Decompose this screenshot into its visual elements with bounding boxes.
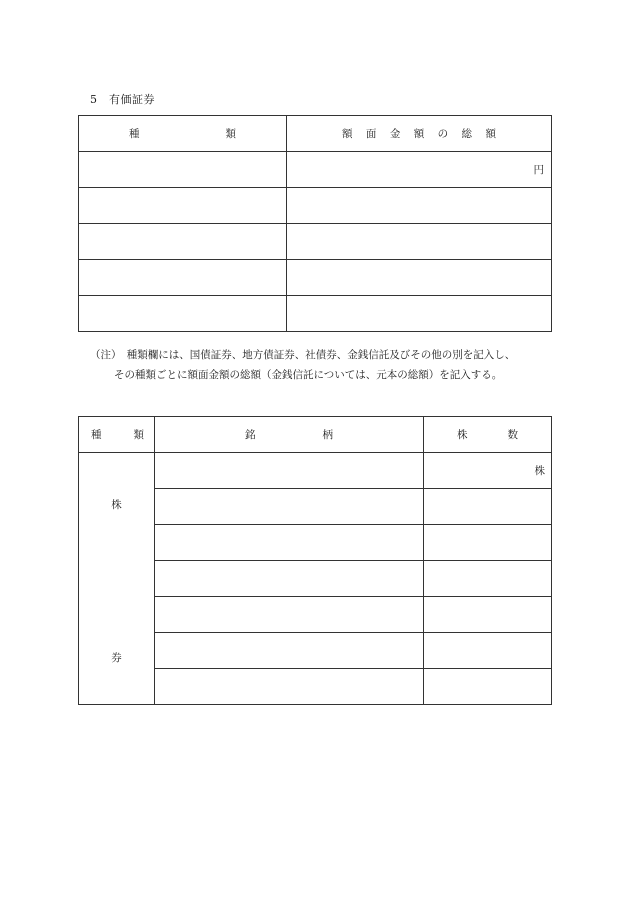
kind-cell[interactable] [79,296,287,332]
kind-header-char: 種 [129,128,140,140]
total-header-char: 額 [413,128,425,140]
table-row [79,453,552,489]
total-cell[interactable] [287,152,552,188]
total-face-value-header [287,116,552,152]
table-row [79,296,552,332]
brand-cell[interactable] [155,597,424,633]
note-line: （注） 種類欄には、国債証券、地方債証券、社債券、金銭信託及びその他の別を記入し、 [90,349,516,361]
section-title: 5 有価証券 [90,93,155,106]
shares-cell[interactable] [424,489,552,525]
shares-cell[interactable] [424,453,552,489]
brand-cell[interactable] [155,453,424,489]
total-cell[interactable] [287,224,552,260]
total-cell[interactable] [287,188,552,224]
brand-header-char: 柄 [322,429,333,441]
total-cell[interactable] [287,260,552,296]
kind-cell[interactable] [79,224,287,260]
stock-table [78,416,552,705]
kind-label-top: 株 [111,499,122,511]
kind-header-char: 類 [133,429,144,441]
table-row [79,152,552,188]
kind-label-bottom: 券 [111,652,122,664]
total-header-char: の [437,128,449,140]
kind-header-char: 種 [91,429,102,441]
shares-header-char: 株 [457,429,468,441]
note [90,345,515,385]
table-row [79,260,552,296]
kind-cell[interactable] [79,260,287,296]
table-row [79,224,552,260]
brand-header [155,417,424,453]
total-cell[interactable] [287,296,552,332]
total-header-char: 面 [365,128,377,140]
shares-unit: 株 [534,465,545,477]
kind-header [79,116,287,152]
shares-header [424,417,552,453]
shares-cell[interactable] [424,597,552,633]
kind-cell[interactable] [79,152,287,188]
total-header-char: 金 [389,128,401,140]
shares-header-char: 数 [507,429,518,441]
table-header-row [79,116,552,152]
table-header-row [79,417,552,453]
total-header-char: 額 [485,128,496,140]
securities-table [78,115,552,332]
kind-header [79,417,155,453]
note-line: その種類ごとに額面金額の総額（金銭信託については、元本の総額）を記入する。 [114,369,503,381]
total-header-char: 総 [461,128,473,140]
brand-cell[interactable] [155,525,424,561]
shares-cell[interactable] [424,561,552,597]
brand-cell[interactable] [155,669,424,705]
stock-kind-cell [79,453,155,705]
brand-cell[interactable] [155,561,424,597]
brand-header-char: 銘 [245,429,256,441]
shares-cell[interactable] [424,525,552,561]
shares-cell[interactable] [424,633,552,669]
brand-cell[interactable] [155,489,424,525]
brand-cell[interactable] [155,633,424,669]
table-row [79,188,552,224]
kind-cell[interactable] [79,188,287,224]
shares-cell[interactable] [424,669,552,705]
total-header-char: 額 [342,128,353,140]
yen-unit: 円 [533,164,544,176]
kind-header-char: 類 [225,128,236,140]
